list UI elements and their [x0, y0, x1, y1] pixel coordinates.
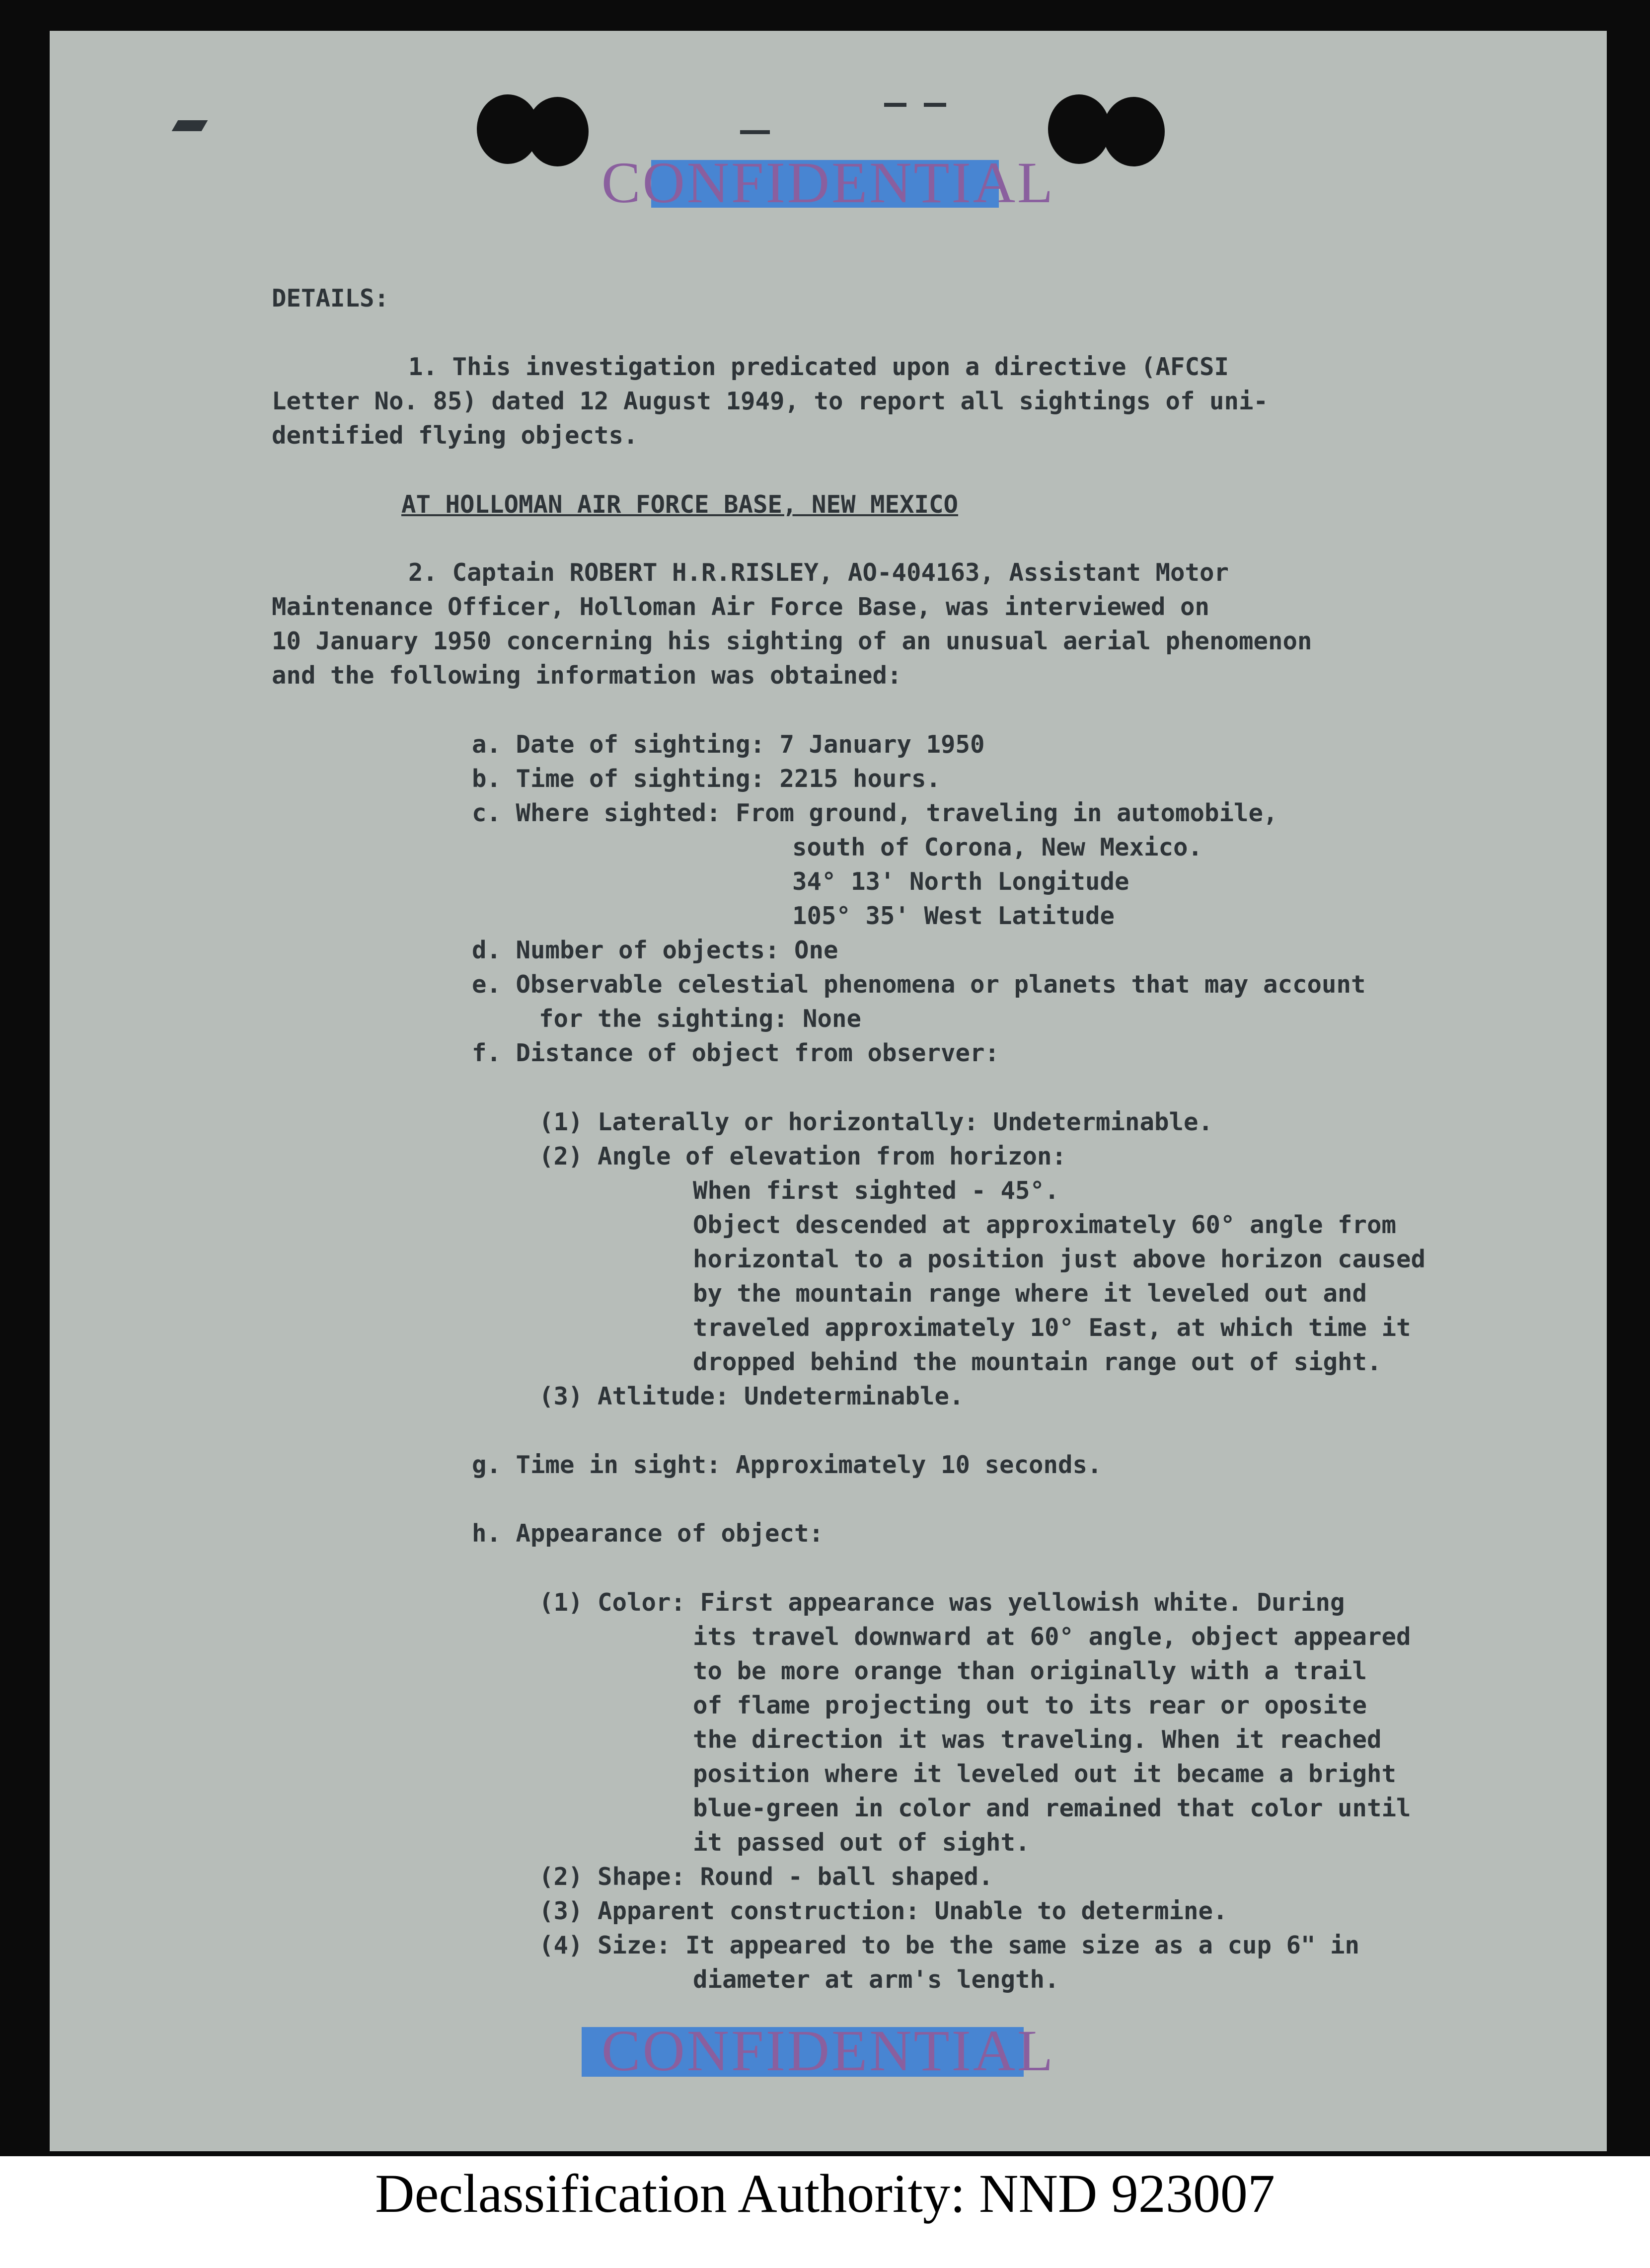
- detail-item-a: a. Date of sighting: 7 January 1950: [472, 730, 985, 759]
- detail-item-d: d. Number of objects: One: [472, 936, 838, 964]
- appearance-line: (2) Shape: Round - ball shaped.: [539, 1863, 993, 1891]
- paragraph-1-line: Letter No. 85) dated 12 August 1949, to report all sightings of uni-: [272, 387, 1269, 415]
- detail-item-c-continued: south of Corona, New Mexico.: [792, 833, 1203, 861]
- appearance-line: (1) Color: First appearance was yellowish white. During: [539, 1588, 1345, 1617]
- detail-item-e-continued: for the sighting: None: [539, 1005, 862, 1033]
- paragraph-1-line: 1. This investigation predicated upon a directive (AFCSI: [408, 353, 1229, 381]
- appearance-line: position where it leveled out it became a bright: [693, 1760, 1397, 1788]
- detail-item-c: c. Where sighted: From ground, traveling in automobile,: [472, 799, 1278, 827]
- details-heading: DETAILS:: [272, 284, 389, 313]
- appearance-line: of flame projecting out to its rear or oposite: [693, 1691, 1367, 1720]
- paragraph-2-line: 2. Captain ROBERT H.R.RISLEY, AO-404163, Assistant Motor: [408, 558, 1229, 587]
- appearance-line: it passed out of sight.: [693, 1828, 1030, 1857]
- appearance-line: the direction it was traveling. When it reached: [693, 1725, 1382, 1754]
- confidential-stamp-top: CONFIDENTIAL: [601, 150, 1055, 215]
- scan-mark: [740, 130, 770, 134]
- document-page: [50, 31, 1607, 2151]
- detail-item-h: h. Appearance of object:: [472, 1519, 824, 1548]
- detail-item-c-continued: 34° 13' North Longitude: [792, 867, 1129, 896]
- appearance-line: diameter at arm's length.: [693, 1965, 1059, 1994]
- distance-line: by the mountain range where it leveled out and: [693, 1279, 1367, 1308]
- detail-item-e: e. Observable celestial phenomena or planets that may account: [472, 970, 1366, 999]
- distance-line: Object descended at approximately 60° angle from: [693, 1211, 1397, 1239]
- appearance-line: (4) Size: It appeared to be the same size as a cup 6" in: [539, 1931, 1360, 1959]
- appearance-line: to be more orange than originally with a trail: [693, 1657, 1367, 1685]
- detail-item-g: g. Time in sight: Approximately 10 seconds.: [472, 1451, 1102, 1479]
- detail-item-f: f. Distance of object from observer:: [472, 1039, 1000, 1067]
- paragraph-2-line: and the following information was obtained:: [272, 661, 902, 690]
- distance-line: (1) Laterally or horizontally: Undeterminable.: [539, 1108, 1213, 1136]
- distance-line: traveled approximately 10° East, at which time it: [693, 1314, 1411, 1342]
- appearance-line: its travel downward at 60° angle, object appeared: [693, 1623, 1411, 1651]
- detail-item-b: b. Time of sighting: 2215 hours.: [472, 765, 941, 793]
- scan-mark: [924, 103, 946, 107]
- paragraph-1-line: dentified flying objects.: [272, 421, 638, 450]
- distance-line: (2) Angle of elevation from horizon:: [539, 1142, 1067, 1171]
- distance-line: (3) Atlitude: Undeterminable.: [539, 1382, 964, 1410]
- scan-mark: [172, 120, 208, 131]
- distance-line: When first sighted - 45°.: [693, 1176, 1059, 1205]
- declassification-footer: Declassification Authority: NND 923007: [375, 2163, 1275, 2224]
- paragraph-2-line: Maintenance Officer, Holloman Air Force Base, was interviewed on: [272, 593, 1210, 621]
- detail-item-c-continued: 105° 35' West Latitude: [792, 902, 1115, 930]
- section-subheading: AT HOLLOMAN AIR FORCE BASE, NEW MEXICO: [401, 490, 959, 519]
- appearance-line: (3) Apparent construction: Unable to determine.: [539, 1897, 1228, 1925]
- confidential-stamp-bottom: CONFIDENTIAL: [50, 2017, 1607, 2085]
- distance-line: dropped behind the mountain range out of sight.: [693, 1348, 1382, 1376]
- scan-mark: [884, 103, 906, 107]
- paragraph-2-line: 10 January 1950 concerning his sighting of an unusual aerial phenomenon: [272, 627, 1312, 655]
- distance-line: horizontal to a position just above horizon caused: [693, 1245, 1426, 1273]
- appearance-line: blue-green in color and remained that color until: [693, 1794, 1411, 1822]
